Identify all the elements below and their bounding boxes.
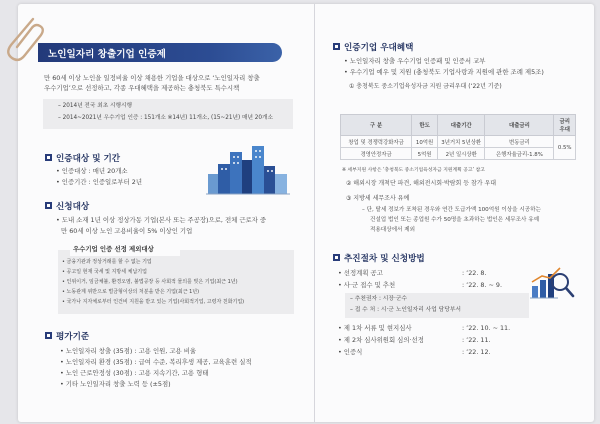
- column-header: 금리 우대: [554, 115, 576, 136]
- section-bullet-icon: [333, 43, 340, 50]
- target-item: • 인증대상 : 매년 20개소: [56, 167, 128, 175]
- procedure-step-date: : ’22. 11.: [462, 336, 491, 344]
- interest-rate-table: [340, 114, 576, 160]
- column-header: 대출기간: [438, 115, 485, 136]
- table-cell: 10억원: [412, 136, 438, 148]
- center-fold: [314, 4, 315, 422]
- table-cell: 3년거치 5년상환: [438, 136, 485, 148]
- procedure-step-label: • 제 2차 심사위원회 심의·선정: [338, 336, 424, 344]
- exclusion-item: • 금융기관과 정상거래를 할 수 없는 기업: [62, 259, 152, 265]
- history-line-2: – 2014~2021년 우수기업 인증 : 151개소 ※14년) 11개소, (15~21년) 매년 20개소: [58, 115, 273, 121]
- apply-heading: 신청대상: [56, 202, 90, 212]
- table-note: ※ 세부지원 사항은 ‘충청북도 중소기업육성자금 지원계획 공고’ 참고: [342, 168, 485, 173]
- benefit-sub-1: ① 충청북도 중소기업육성자금 지원 금리우대 (‘22년 기준): [349, 83, 502, 90]
- procedure-step-date: : ’22. 8.: [462, 269, 487, 277]
- section-bullet-icon: [45, 154, 52, 161]
- exclusion-item: • 공고일 현재 국세 및 지방세 체납기업: [62, 269, 147, 275]
- exclusion-item: • 인위이거, 임금체불, 환경오염, 불법공장 등 사회적 물의를 빚은 기업(최근 1년): [62, 279, 238, 285]
- target-item: • 인증기간 : 인증일로부터 2년: [56, 178, 143, 186]
- criteria-heading: 평가기준: [56, 332, 90, 342]
- history-line-1: – 2014년 전국 최초 시행시행: [58, 103, 132, 109]
- table-row: [341, 136, 576, 148]
- procedure-step-label: • 인증식: [338, 348, 363, 356]
- exclusion-title: 우수기업 인증 선정 제외대상: [73, 245, 154, 253]
- procedure-step-label: • 제 1차 서류 및 현지심사: [338, 324, 412, 332]
- benefit-sub-3-detail: 적용대상에서 제외: [370, 227, 416, 233]
- page-title: 노인일자리 창출기업 인증제: [48, 49, 166, 60]
- criteria-item: • 노인 근로안정성 (30점) : 고용 지속기간, 고용 형태: [60, 369, 209, 377]
- table-header-row: [341, 115, 576, 136]
- recommender-line: – 접 수 처 : 시·군 노인일자리 사업 담당부서: [350, 307, 462, 313]
- recommender-line: – 추천권자 : 시장·군수: [350, 296, 408, 302]
- benefit-item: • 우수기업 예우 및 지원 (충청북도 기업사랑과 지원에 관한 조례 제5조): [344, 68, 544, 76]
- section-bullet-icon: [45, 202, 52, 209]
- column-header: 구 분: [341, 115, 412, 136]
- intro-line-1: 만 60세 이상 노인을 일정비율 이상 채용한 기업을 대상으로 ‘노인일자리 창출: [44, 74, 260, 82]
- intro-line-2: 우수기업’으로 선정하고, 각종 우대혜택을 제공하는 충청북도 특수시책: [44, 84, 240, 92]
- criteria-item: • 기타 노인일자리 창출 노력 등 (±5점): [60, 380, 171, 388]
- page-title-bar: [38, 43, 282, 62]
- criteria-item: • 노인일자리 창출 (35점) : 고용 인원, 고용 비율: [60, 347, 197, 355]
- column-header: 한도: [412, 115, 438, 136]
- benefit-item: • 노인일자리 창출 우수기업 인증패 및 인증서 교부: [344, 57, 486, 65]
- exclusion-item: • 노동관계 위반으로 벌금형이상의 처분을 받은 기업(최근 1년): [62, 289, 200, 295]
- benefit-sub-2: ② 해외시장 개척단 파견, 해외전시회·박람회 등 참가 우대: [346, 180, 497, 187]
- column-header: 대출금리: [485, 115, 554, 136]
- section-bullet-icon: [45, 332, 52, 339]
- procedure-heading: 추진절차 및 신청방법: [344, 254, 425, 264]
- city-buildings-illustration: [206, 144, 290, 196]
- procedure-step-date: : ’22. 8. ~ 9.: [462, 281, 503, 289]
- table-cell: 은행자율금리-1.8%: [485, 148, 554, 160]
- exclusion-item: • 국가나 지자체로부터 인건비 지원을 받고 있는 기업(사회적기업, 고령자 친화기업): [62, 299, 245, 305]
- apply-line-1: • 도내 소재 1년 이상 정상가동 기업(본사 또는 주공장)으로, 전체 근로자 중: [56, 216, 267, 224]
- table-cell: 2년 일시상환: [438, 148, 485, 160]
- benefit-sub-3-detail: 건설업 법인 또는 종업원 수가 50명을 초과하는 법인은 세무조사 유예: [370, 217, 540, 223]
- apply-line-2: 만 60세 이상 노인 고용비율이 5% 이상인 기업: [61, 227, 193, 235]
- benefits-heading: 인증기업 우대혜택: [344, 43, 414, 53]
- procedure-step-date: : ’22. 12.: [462, 348, 491, 356]
- table-cell: 경영안정자금: [341, 148, 412, 160]
- section-bullet-icon: [333, 254, 340, 261]
- procedure-step-date: : ’22. 10. ~ 11.: [462, 324, 511, 332]
- table-row: [341, 148, 576, 160]
- table-cell: 0.5%: [554, 136, 576, 160]
- table-cell: 5억원: [412, 148, 438, 160]
- procedure-step-label: • 사·군 접수 및 추천: [338, 281, 396, 289]
- benefit-sub-3: ③ 지방세 세무조사 유예: [346, 195, 410, 202]
- table-cell: 변동금리: [485, 136, 554, 148]
- magnifier-chart-illustration: [528, 262, 576, 302]
- target-heading: 인증대상 및 기간: [56, 154, 121, 164]
- table-cell: 창업 및 경쟁력강화자금: [341, 136, 412, 148]
- procedure-step-label: • 선정계획 공고: [338, 269, 383, 277]
- criteria-item: • 노인일자리 환경 (35점) : 급여 수준, 복리후생 제공, 교육훈련 실적: [60, 358, 252, 366]
- benefit-sub-3-detail: – 단, 탈세 정보가 포착된 경우와 연간 도급가액 100억원 이상을 시공하는: [362, 207, 541, 213]
